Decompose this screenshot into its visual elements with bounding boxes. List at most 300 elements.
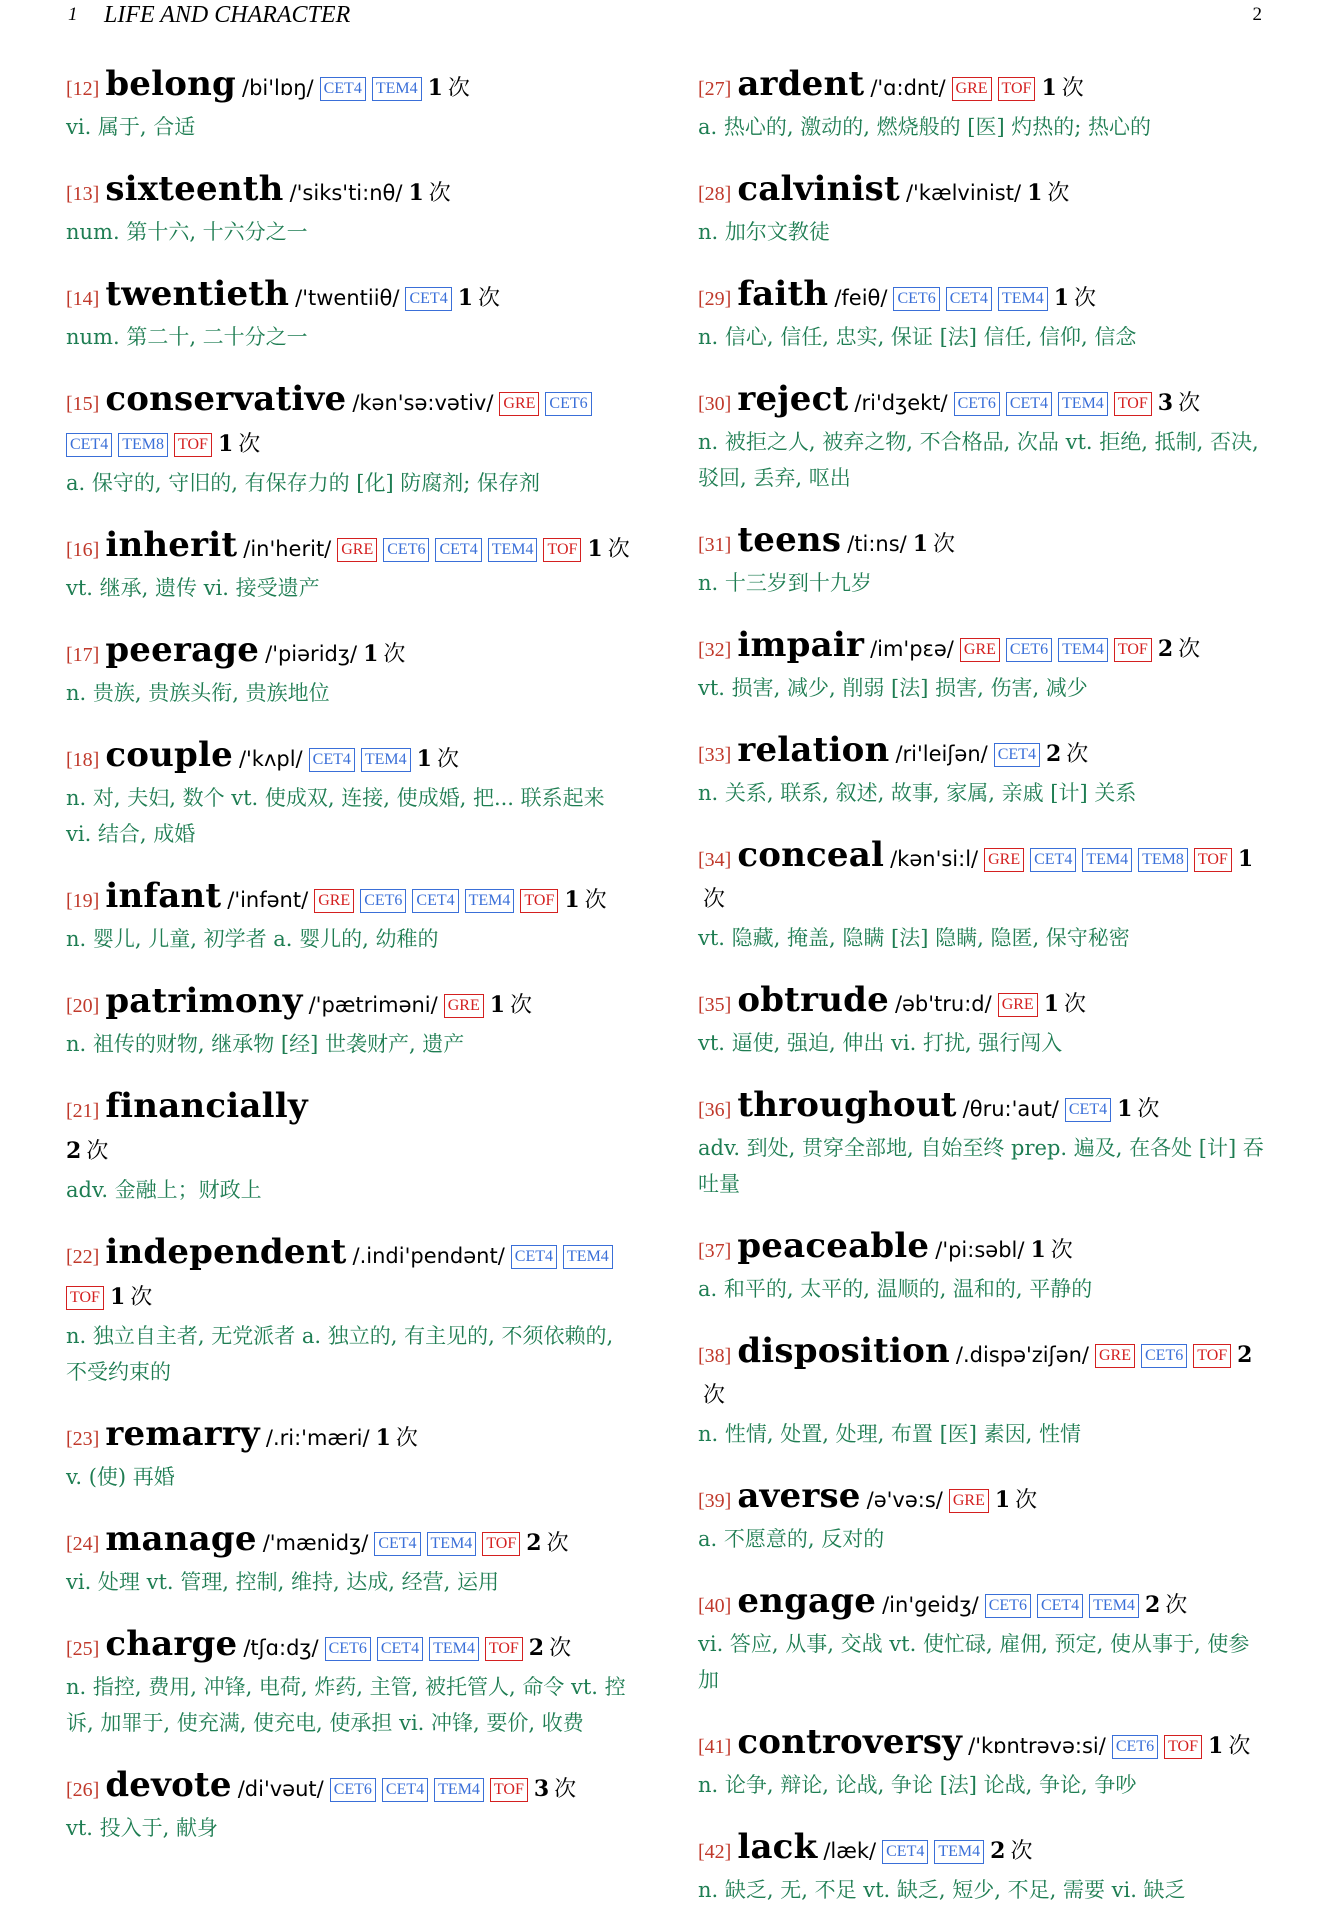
count-unit: 次 — [584, 888, 607, 913]
count-unit: 次 — [436, 747, 459, 772]
occurrence-count — [417, 747, 459, 772]
count-number: 2 — [990, 1838, 1006, 1864]
exam-tag-badge: CET4 — [1030, 848, 1076, 872]
occurrence-count — [1145, 1593, 1187, 1618]
definition: vt. 投入于, 献身 — [66, 1816, 219, 1840]
pronunciation: /ə'və:s/ — [866, 1488, 943, 1512]
definition: n. 被拒之人, 被弃之物, 不合格品, 次品 vt. 拒绝, 抵制, 否决, 驳回, 丢弃, 呕出 — [698, 430, 1259, 490]
pronunciation: /di'vəut/ — [237, 1777, 324, 1801]
entry-headline — [66, 1232, 636, 1318]
entry-number: [32] — [698, 639, 732, 661]
headword: peaceable — [737, 1226, 930, 1266]
exam-tag-badge: TEM4 — [434, 1778, 484, 1802]
occurrence-count — [564, 888, 606, 913]
pronunciation: /.indi'pendənt/ — [352, 1244, 505, 1268]
exam-tag-badge: TEM8 — [1138, 848, 1188, 872]
exam-tag-badge: CET4 — [1065, 1098, 1111, 1122]
entry-headline — [66, 525, 636, 570]
dictionary-entry — [66, 274, 636, 355]
entry-number: [17] — [66, 644, 100, 666]
exam-tag-badge: TEM4 — [1089, 1594, 1139, 1618]
occurrence-count — [526, 1531, 568, 1556]
pronunciation: /in'geidʒ/ — [882, 1593, 979, 1617]
entry-number: [14] — [66, 288, 100, 310]
occurrence-count — [995, 1488, 1037, 1513]
definition: n. 祖传的财物, 继承物 [经] 世袭财产, 遗产 — [66, 1032, 465, 1056]
entry-headline — [698, 1331, 1268, 1416]
occurrence-count — [408, 181, 450, 206]
exam-tag-badge: TOF — [1114, 392, 1152, 416]
left-column — [66, 64, 636, 1870]
entry-number: [31] — [698, 534, 732, 556]
count-number: 1 — [1053, 285, 1070, 311]
headword: impair — [737, 625, 865, 665]
definition: vt. 损害, 减少, 削弱 [法] 损害, 伤害, 减少 — [698, 676, 1088, 700]
entry-number: [13] — [66, 183, 100, 205]
pronunciation: /im'pɛə/ — [870, 637, 954, 661]
exam-tag-badge: CET4 — [1006, 392, 1052, 416]
exam-tag-badge: CET6 — [325, 1637, 371, 1661]
exam-tag-badge: GRE — [960, 638, 1000, 662]
definition: vi. 处理 vt. 管理, 控制, 维持, 达成, 经营, 运用 — [66, 1570, 500, 1594]
definition: vi. 属于, 合适 — [66, 115, 196, 139]
exam-tag-badge: TEM4 — [934, 1840, 984, 1864]
occurrence-count — [490, 993, 532, 1018]
headword: reject — [737, 379, 849, 419]
definition: n. 十三岁到十九岁 — [698, 571, 872, 595]
definition: n. 性情, 处置, 处理, 布置 [医] 素因, 性情 — [698, 1422, 1082, 1446]
exam-tag-badge: CET6 — [1006, 638, 1052, 662]
exam-tag-badge: TOF — [998, 77, 1036, 101]
count-number: 1 — [994, 1487, 1011, 1513]
occurrence-count — [1208, 1734, 1250, 1759]
count-unit: 次 — [1178, 637, 1201, 662]
count-unit: 次 — [86, 1139, 109, 1164]
count-number: 2 — [1144, 1592, 1161, 1618]
exam-tag-badge: TOF — [482, 1532, 520, 1556]
entry-headline — [698, 520, 1268, 565]
exam-tag-badge: CET4 — [882, 1840, 928, 1864]
entry-headline — [66, 1765, 636, 1810]
exam-tag-badge: CET4 — [405, 287, 451, 311]
headword: inherit — [105, 525, 238, 565]
exam-tag-badge: GRE — [984, 848, 1024, 872]
pronunciation: /'ɑ:dnt/ — [870, 76, 946, 100]
count-unit: 次 — [1015, 1488, 1038, 1513]
count-number: 2 — [1237, 1342, 1253, 1368]
count-unit: 次 — [1178, 391, 1201, 416]
exam-tag-badge: CET6 — [383, 538, 429, 562]
count-number: 2 — [526, 1530, 542, 1556]
occurrence-count — [1158, 391, 1200, 416]
entry-number: [27] — [698, 78, 732, 100]
pronunciation: /'twentiiθ/ — [295, 286, 400, 310]
pronunciation: /'siks'ti:nθ/ — [289, 181, 403, 205]
pronunciation: /kən'si:l/ — [890, 847, 979, 871]
count-number: 2 — [1045, 741, 1062, 767]
entry-number: [40] — [698, 1595, 732, 1617]
count-number: 1 — [217, 431, 234, 457]
entry-number: [22] — [66, 1246, 100, 1268]
count-unit: 次 — [1010, 1839, 1033, 1864]
pronunciation: /θru:'aut/ — [962, 1097, 1059, 1121]
occurrence-count — [110, 1285, 152, 1310]
pronunciation: /'kælvinist/ — [905, 181, 1022, 205]
pronunciation: /ri'dʒekt/ — [854, 391, 948, 415]
exam-tag-badge: CET4 — [377, 1637, 423, 1661]
definition: a. 保守的, 守旧的, 有保存力的 [化] 防腐剂; 保存剂 — [66, 471, 541, 495]
entry-number: [35] — [698, 994, 732, 1016]
exam-tag-badge: GRE — [314, 889, 354, 913]
occurrence-count — [428, 76, 470, 101]
entry-headline — [698, 1226, 1268, 1271]
exam-tag-badge: TOF — [66, 1286, 104, 1310]
pronunciation: /ri'leiʃən/ — [895, 742, 988, 766]
dictionary-entry — [698, 379, 1268, 496]
count-number: 1 — [1117, 1096, 1133, 1122]
count-unit: 次 — [703, 1383, 726, 1408]
pronunciation: /læk/ — [823, 1839, 877, 1863]
dictionary-entry — [66, 169, 636, 250]
dictionary-entry — [66, 630, 636, 711]
definition: a. 和平的, 太平的, 温顺的, 温和的, 平静的 — [698, 1277, 1093, 1301]
headword: averse — [737, 1476, 861, 1516]
entry-headline — [66, 630, 636, 675]
definition: a. 不愿意的, 反对的 — [698, 1527, 885, 1551]
dictionary-entry — [698, 1476, 1268, 1557]
exam-tag-badge: CET6 — [954, 392, 1000, 416]
dictionary-entry — [66, 1232, 636, 1390]
entry-headline — [66, 1624, 636, 1669]
count-number: 1 — [1030, 1237, 1046, 1263]
count-unit: 次 — [428, 181, 451, 206]
count-number: 1 — [564, 887, 580, 913]
count-unit: 次 — [1047, 181, 1070, 206]
occurrence-count — [1054, 286, 1096, 311]
exam-tag-badge: TEM4 — [427, 1532, 477, 1556]
count-unit: 次 — [1137, 1097, 1160, 1122]
exam-tag-badge: CET4 — [374, 1532, 420, 1556]
exam-tag-badge: CET6 — [985, 1594, 1031, 1618]
entry-number: [33] — [698, 744, 732, 766]
headword: conservative — [105, 379, 347, 419]
entry-number: [36] — [698, 1099, 732, 1121]
count-number: 2 — [1157, 636, 1174, 662]
exam-tag-badge: TEM8 — [118, 433, 168, 457]
count-unit: 次 — [549, 1636, 572, 1661]
dictionary-entry — [698, 980, 1268, 1061]
exam-tag-badge: CET4 — [320, 77, 366, 101]
exam-tag-badge: CET6 — [1112, 1735, 1158, 1759]
entry-headline — [698, 980, 1268, 1025]
exam-tag-badge: TEM4 — [361, 748, 411, 772]
definition: n. 对, 夫妇, 数个 vt. 使成双, 连接, 使成婚, 把... 联系起来 vi. 结合, 成婚 — [66, 786, 605, 846]
entry-number: [15] — [66, 393, 100, 415]
entry-headline — [698, 1581, 1268, 1626]
pronunciation: /'pætriməni/ — [308, 993, 438, 1017]
entry-headline — [698, 1085, 1268, 1130]
headword: belong — [105, 64, 237, 104]
exam-tag-badge: CET4 — [66, 433, 112, 457]
entry-number: [12] — [66, 78, 100, 100]
count-unit: 次 — [554, 1777, 577, 1802]
count-number: 2 — [66, 1138, 82, 1164]
headword: peerage — [105, 630, 260, 670]
headword: independent — [105, 1232, 347, 1272]
exam-tag-badge: GRE — [949, 1489, 989, 1513]
occurrence-count — [376, 1426, 418, 1451]
entry-number: [37] — [698, 1240, 732, 1262]
entry-number: [20] — [66, 995, 100, 1017]
entry-number: [38] — [698, 1345, 732, 1367]
headword: ardent — [737, 64, 865, 104]
definition: vt. 继承, 遗传 vi. 接受遗产 — [66, 576, 320, 600]
exam-tag-badge: CET4 — [511, 1245, 557, 1269]
dictionary-entry — [66, 64, 636, 145]
count-unit: 次 — [933, 532, 956, 557]
pronunciation: /'mænidʒ/ — [262, 1531, 369, 1555]
entry-headline — [66, 876, 636, 921]
count-unit: 次 — [395, 1426, 418, 1451]
definition: n. 加尔文教徒 — [698, 220, 830, 244]
page-number: 2 — [1252, 4, 1262, 25]
headword: twentieth — [105, 274, 290, 314]
dictionary-entry — [66, 525, 636, 606]
entry-number: [41] — [698, 1736, 732, 1758]
count-unit: 次 — [130, 1285, 153, 1310]
pronunciation: /əb'tru:d/ — [894, 992, 992, 1016]
exam-tag-badge: TEM4 — [1058, 638, 1108, 662]
count-number: 1 — [1208, 1733, 1224, 1759]
definition: num. 第二十, 二十分之一 — [66, 325, 308, 349]
exam-tag-badge: TEM4 — [465, 889, 515, 913]
entry-number: [21] — [66, 1100, 100, 1122]
count-unit: 次 — [1064, 992, 1087, 1017]
exam-tag-badge: GRE — [998, 993, 1038, 1017]
definition: vt. 逼使, 强迫, 伸出 vi. 打扰, 强行闯入 — [698, 1031, 1063, 1055]
pronunciation: /bi'lɒŋ/ — [242, 76, 314, 100]
count-number: 1 — [912, 531, 929, 557]
chapter-number: 1 — [68, 4, 78, 25]
exam-tag-badge: CET6 — [330, 1778, 376, 1802]
occurrence-count — [1027, 181, 1069, 206]
entry-number: [34] — [698, 849, 732, 871]
headword: controversy — [737, 1722, 963, 1762]
dictionary-entry — [66, 379, 636, 501]
count-unit: 次 — [510, 993, 533, 1018]
exam-tag-badge: TEM4 — [488, 538, 538, 562]
occurrence-count — [1158, 637, 1200, 662]
count-number: 1 — [375, 1425, 391, 1451]
dictionary-entry — [66, 735, 636, 852]
headword: couple — [105, 735, 233, 775]
entry-headline — [66, 169, 636, 214]
headword: financially — [105, 1086, 308, 1126]
entry-number: [39] — [698, 1490, 732, 1512]
exam-tag-badge: TOF — [1193, 1344, 1231, 1368]
exam-tag-badge: CET4 — [1037, 1594, 1083, 1618]
pronunciation: /in'herit/ — [243, 537, 332, 561]
count-unit: 次 — [703, 887, 726, 912]
count-unit: 次 — [1228, 1734, 1251, 1759]
definition: v. (使) 再婚 — [66, 1465, 175, 1489]
dictionary-entry — [66, 1765, 636, 1846]
definition: a. 热心的, 激动的, 燃烧般的 [医] 灼热的; 热心的 — [698, 115, 1152, 139]
count-unit: 次 — [546, 1531, 569, 1556]
dictionary-entry — [698, 730, 1268, 811]
exam-tag-badge: CET6 — [893, 287, 939, 311]
headword: remarry — [105, 1414, 260, 1454]
dictionary-entry — [698, 169, 1268, 250]
pronunciation: /'piəridʒ/ — [265, 642, 358, 666]
dictionary-entry — [698, 1827, 1268, 1908]
exam-tag-badge: TEM4 — [372, 77, 422, 101]
count-number: 1 — [408, 180, 424, 206]
exam-tag-badge: CET6 — [360, 889, 406, 913]
pronunciation: /kən'sə:vətiv/ — [352, 391, 494, 415]
entry-headline — [66, 64, 636, 109]
pronunciation: /'pi:səbl/ — [935, 1238, 1025, 1262]
count-unit: 次 — [383, 642, 406, 667]
dictionary-entry — [698, 1722, 1268, 1803]
headword: manage — [105, 1519, 257, 1559]
exam-tag-badge: TOF — [520, 889, 558, 913]
headword: charge — [105, 1624, 238, 1664]
dictionary-entry — [698, 835, 1268, 956]
count-unit: 次 — [447, 76, 470, 101]
definition: n. 指控, 费用, 冲锋, 电荷, 炸药, 主管, 被托管人, 命令 vt. 控诉, 加罪于, 使充满, 使充电, 使承担 vi. 冲锋, 要价, 收费 — [66, 1675, 626, 1735]
count-number: 1 — [1237, 846, 1254, 872]
exam-tag-badge: TOF — [1114, 638, 1152, 662]
definition: vi. 答应, 从事, 交战 vt. 使忙碌, 雇佣, 预定, 使从事于, 使参加 — [698, 1632, 1250, 1692]
pronunciation: /.ri:'mæri/ — [265, 1426, 370, 1450]
dictionary-entry — [66, 1086, 636, 1208]
exam-tag-badge: CET6 — [1141, 1344, 1187, 1368]
entry-headline — [66, 274, 636, 319]
occurrence-count — [66, 1139, 108, 1164]
definition: n. 信心, 信任, 忠实, 保证 [法] 信任, 信仰, 信念 — [698, 325, 1137, 349]
occurrence-count — [534, 1777, 576, 1802]
count-number: 3 — [533, 1776, 550, 1802]
entry-number: [25] — [66, 1638, 100, 1660]
exam-tag-badge: CET4 — [412, 889, 458, 913]
pronunciation: /tʃɑ:dʒ/ — [243, 1636, 319, 1660]
entry-headline — [66, 1086, 636, 1172]
dictionary-entry — [698, 1581, 1268, 1698]
chapter-title: LIFE AND CHARACTER — [104, 2, 351, 28]
definition: vt. 隐藏, 掩盖, 隐瞒 [法] 隐瞒, 隐匿, 保守秘密 — [698, 926, 1130, 950]
occurrence-count — [1046, 742, 1088, 767]
exam-tag-badge: TEM4 — [429, 1637, 479, 1661]
count-number: 1 — [587, 536, 603, 562]
entry-number: [16] — [66, 539, 100, 561]
count-unit: 次 — [1165, 1593, 1188, 1618]
count-unit: 次 — [1074, 286, 1097, 311]
entry-headline — [698, 835, 1268, 920]
pronunciation: /ti:ns/ — [847, 532, 907, 556]
exam-tag-badge: GRE — [952, 77, 992, 101]
entry-headline — [698, 1476, 1268, 1521]
entry-headline — [66, 1519, 636, 1564]
occurrence-count — [1030, 1238, 1072, 1263]
entry-headline — [66, 981, 636, 1026]
dictionary-entry — [698, 1331, 1268, 1452]
count-unit: 次 — [478, 286, 501, 311]
entry-headline — [66, 379, 636, 465]
count-unit: 次 — [1066, 742, 1089, 767]
count-unit: 次 — [238, 432, 261, 457]
dictionary-entry — [66, 876, 636, 957]
count-number: 1 — [1041, 75, 1057, 101]
headword: teens — [737, 520, 842, 560]
entry-headline — [698, 730, 1268, 775]
dictionary-entry — [698, 520, 1268, 601]
headword: devote — [105, 1765, 232, 1805]
definition: n. 婴儿, 儿童, 初学者 a. 婴儿的, 幼稚的 — [66, 927, 439, 951]
exam-tag-badge: CET4 — [946, 287, 992, 311]
exam-tag-badge: GRE — [444, 994, 484, 1018]
exam-tag-badge: CET4 — [382, 1778, 428, 1802]
dictionary-entry — [698, 625, 1268, 706]
right-column — [698, 64, 1268, 1932]
dictionary-entry — [66, 1624, 636, 1741]
occurrence-count — [458, 286, 500, 311]
exam-tag-badge: TEM4 — [563, 1245, 613, 1269]
headword: lack — [737, 1827, 818, 1867]
occurrence-count — [1044, 992, 1086, 1017]
occurrence-count — [529, 1636, 571, 1661]
definition: adv. 到处, 贯穿全部地, 自始至终 prep. 遍及, 在各处 [计] 吞吐量 — [698, 1136, 1264, 1196]
dictionary-entry — [698, 64, 1268, 145]
count-unit: 次 — [1061, 76, 1084, 101]
exam-tag-badge: CET6 — [545, 392, 591, 416]
count-number: 1 — [109, 1284, 126, 1310]
headword: calvinist — [737, 169, 900, 209]
entry-headline — [698, 379, 1268, 424]
entry-headline — [698, 1827, 1268, 1872]
headword: patrimony — [105, 981, 303, 1021]
pronunciation: /'kɒntrəvə:si/ — [968, 1734, 1106, 1758]
entry-number: [42] — [698, 1841, 732, 1863]
exam-tag-badge: TOF — [1194, 848, 1232, 872]
dictionary-entry — [698, 1085, 1268, 1202]
entry-number: [28] — [698, 183, 732, 205]
count-number: 1 — [427, 75, 443, 101]
exam-tag-badge: GRE — [337, 538, 377, 562]
pronunciation: /feiθ/ — [834, 286, 888, 310]
occurrence-count — [363, 642, 405, 667]
entry-headline — [698, 1722, 1268, 1767]
exam-tag-badge: TEM4 — [1082, 848, 1132, 872]
definition: n. 独立自主者, 无党派者 a. 独立的, 有主见的, 不须依赖的, 不受约束的 — [66, 1324, 614, 1384]
pronunciation: /'kʌpl/ — [238, 747, 303, 771]
headword: throughout — [737, 1085, 957, 1125]
headword: conceal — [737, 835, 885, 875]
occurrence-count — [1117, 1097, 1159, 1122]
exam-tag-badge: GRE — [1095, 1344, 1135, 1368]
entry-number: [24] — [66, 1533, 100, 1555]
definition: adv. 金融上；财政上 — [66, 1178, 262, 1202]
occurrence-count — [913, 532, 955, 557]
entry-headline — [698, 274, 1268, 319]
count-number: 1 — [416, 746, 432, 772]
occurrence-count — [990, 1839, 1032, 1864]
page-header — [0, 0, 1322, 40]
count-number: 1 — [489, 992, 506, 1018]
count-number: 1 — [1043, 991, 1060, 1017]
count-number: 1 — [457, 285, 473, 311]
count-number: 2 — [528, 1635, 545, 1661]
